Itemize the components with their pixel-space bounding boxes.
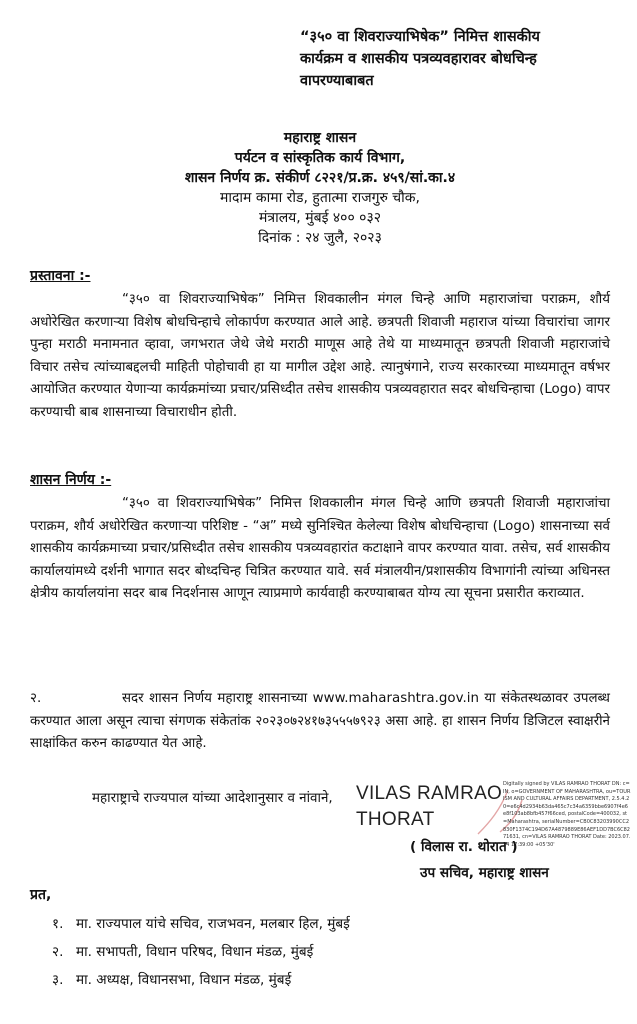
list-item: ३. मा. अध्यक्ष, विधानसभा, विधान मंडळ, मुंबई [52, 972, 292, 988]
decision-text: “३५० वा शिवराज्याभिषेक” निमित्त शिवकालीन मंगल चिन्हे आणि छत्रपती शिवाजी महाराजांचा पराक्रम, शौर्य अधोरेखित करणाऱ्या परिशिष्ट - “अ” मध्ये सुनिश्चित केलेल्या विशेष बोधचिन्हाचा (Logo) शासनाच्या सर्व शासकीय कार्यक्रमाच्या प्रचार/प्रसिध्दीत तसेच शासकीय पत्रव्यवहारांत कटाक्षाने वापर करण्यात यावा. तसेच, सर्व शासकीय कार्यालयांमध्ये दर्शनी भागात सदर बोध्दचिन्ह चित्रित करण्यात यावे. सर्व मंत्रालयीन/प्रशासकीय विभागांनी त्यांच्या अधिनस्त क्षेत्रीय कार्यालयांना सदर बाब निदर्शनास आणून त्याप्रमाणे कार्यवाही करण्याबाबत योग्य त्या सूचना प्रसारीत कराव्यात. [30, 496, 610, 601]
closing-line: महाराष्ट्राचे राज्यपाल यांच्या आदेशानुसार व नांवाने, [92, 791, 333, 806]
subject-line-3: वापरण्याबाबत [300, 73, 374, 89]
point-2-paragraph [30, 688, 610, 756]
signer-name-line-2: THORAT [356, 809, 435, 830]
department-name: पर्यटन व सांस्कृतिक कार्य विभाग, [234, 150, 406, 166]
signer-name-marathi: ( विलास रा. थोरात ) [410, 839, 518, 855]
preamble-heading: प्रस्तावना :- [30, 268, 91, 284]
address-line-1: मादाम कामा रोड, हुतात्मा राजगुरु चौक, [219, 190, 421, 206]
resolution-number: शासन निर्णय क्र. संकीर्ण ८२२१/प्र.क्र. ४५९/सां.का.४ [184, 170, 456, 186]
resolution-date: दिनांक : २४ जुलै, २०२३ [258, 230, 382, 246]
digital-signature-details: Digitally signed by VILAS RAMRAO THORAT DN: c=IN, o=GOVERNMENT OF MAHARASHTRA, ou=TOURISM AND CULTURAL AFFAIRS DEPARTMENT, 2.5.4.20=e6c4d2934b63da465c7c34a6359bbe6907f4e6e8f103ab8bfb457f66ced, postalCode=400032, st=Maharashtra, serialNumber=CB0C83203990CC2830F1374C194D67A4879889E86AEF1DD7BC6C8271631, cn=VILAS RAMRAO THORAT Date: 2023.07.24 17:39:00 +05'30' [503, 781, 631, 848]
list-item: २. मा. सभापती, विधान परिषद, विधान मंडळ, मुंबई [52, 944, 314, 960]
preamble-text: “३५० वा शिवराज्याभिषेक” निमित्त शिवकालीन मंगल चिन्हे आणि महाराजांचा पराक्रम, शौर्य अधोरेखित करणाऱ्या विशेष बोधचिन्हाचे लोकार्पण करण्यात आले आहे. छत्रपती शिवाजी महाराज यांच्या विचारांचा जागर पुन्हा मराठी मनामनात व्हावा, जगभरात जेथे जेथे मराठी माणूस आहे तेथे या माध्यमातून छत्रपती शिवाजी महाराजांचे विचार तसेच त्यांच्याबद्दलची माहिती पोहोचावी हा या मागील उद्देश आहे. त्यानुषंगाने, राज्य सरकारच्या माध्यमातून वर्षभर आयोजित करण्यात येणाऱ्या कार्यक्रमांच्या प्रचार/प्रसिध्दीत तसेच शासकीय पत्रव्यवहारात सदर बोधचिन्हाचा (Logo) वापर करण्याची बाब शासनाच्या विचाराधीन होती. [30, 292, 610, 420]
copies-heading: प्रत, [30, 887, 52, 903]
government-name: महाराष्ट्र शासन [283, 130, 357, 146]
subject-line-1: “३५० वा शिवराज्याभिषेक” निमित्त शासकीय [300, 29, 540, 45]
copies-list [52, 910, 350, 994]
signer-name [356, 781, 502, 833]
point-2-text: सदर शासन निर्णय महाराष्ट्र शासनाच्या www.maharashtra.gov.in या संकेतस्थळावर उपलब्ध करण्यात आला असून त्याचा संगणक संकेतांक २०२३०७२४१७३५५५७९२३ असा आहे. हा शासन निर्णय डिजिटल स्वाक्षरीने साक्षांकित करुन काढण्यात येत आहे. [30, 691, 610, 751]
letterhead [150, 128, 490, 248]
signer-name-line-1: VILAS RAMRAO [356, 783, 503, 804]
subject-block [300, 26, 620, 92]
point-2-number: २. [30, 691, 42, 706]
decision-heading: शासन निर्णय :- [30, 472, 112, 488]
signer-designation: उप सचिव, महाराष्ट्र शासन [420, 865, 549, 881]
address-line-2: मंत्रालय, मुंबई ४०० ०३२ [258, 210, 382, 226]
subject-line-2: कार्यक्रम व शासकीय पत्रव्यवहारावर बोधचिन्ह [300, 51, 537, 67]
list-item: १. मा. राज्यपाल यांचे सचिव, राजभवन, मलबार हिल, मुंबई [52, 916, 350, 932]
